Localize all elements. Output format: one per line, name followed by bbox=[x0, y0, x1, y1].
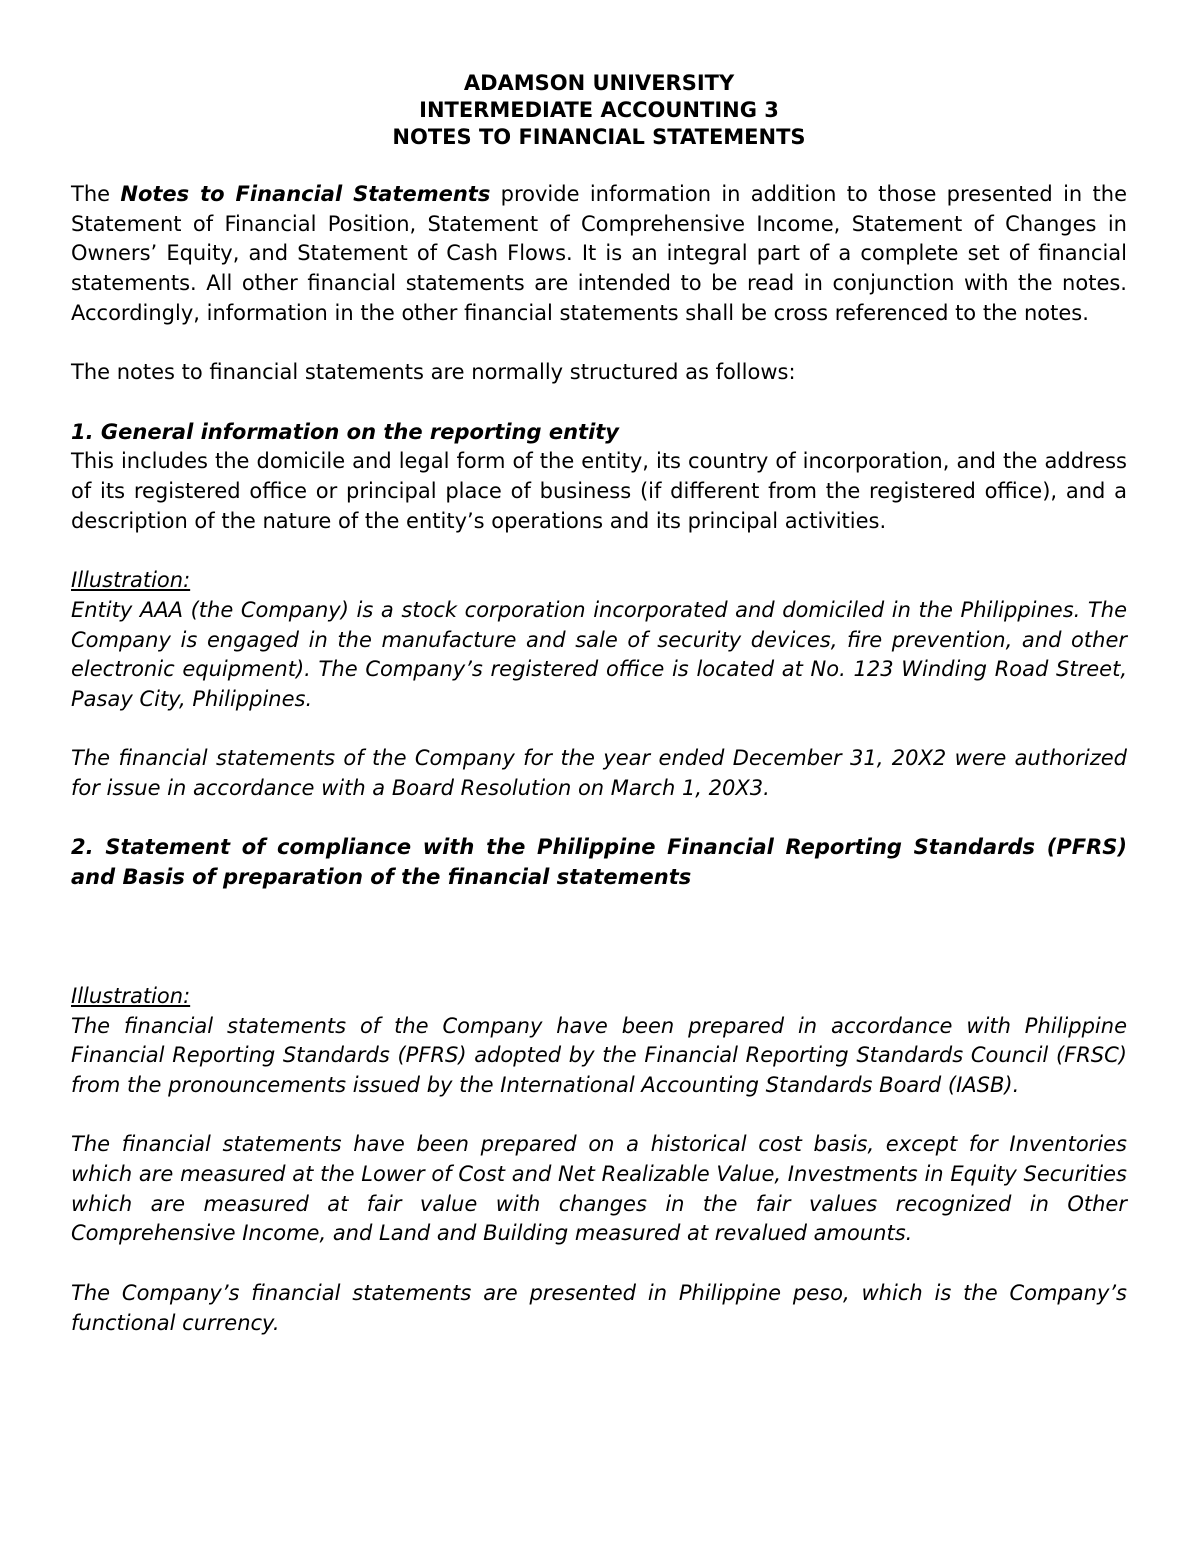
section-1-illustration-p1: Entity AAA (the Company) is a stock corporation incorporated and domiciled in the Philippines. The Company is engaged in the manufacture and sale of security devices, fire prevention, and other electronic equipment). The Company’s registered office is located at No. 123 Winding Road Street, Pasay City, Philippines. bbox=[71, 597, 1127, 711]
section-2-illustration-p2: The financial statements have been prepared on a historical cost basis, except for Inventories which are measured at the Lower of Cost and Net Realizable Value, Investments in Equity Securities which are measured at fair value with changes in the fair values recognized in Other Comprehensive Income, and Land and Building measured at revalued amounts. bbox=[71, 1132, 1127, 1246]
section-2-heading: 2. Statement of compliance with the Philippine Financial Reporting Standards (PFRS) and Basis of preparation of the financial statements bbox=[71, 835, 1127, 890]
structure-intro: The notes to financial statements are normally structured as follows: bbox=[71, 360, 796, 385]
section-1-illustration-p2: The financial statements of the Company for the year ended December 31, 20X2 were authorized for issue in accordance with a Board Resolution on March 1, 20X3. bbox=[71, 746, 1127, 800]
intro-paragraph: The Notes to Financial Statements provide information in addition to those presented in the Statement of Financial Position, Statement of Comprehensive Income, Statement of Changes in Owners’ Equity, and Statement of Cash Flows. It is an integral part of a complete set of financial statements. All other financial statements are intended to be read in conjunction with the notes. Accordingly, information in the other financial statements shall be cross referenced to the notes. bbox=[71, 182, 1127, 325]
section-1-illustration-label: Illustration: bbox=[71, 568, 191, 593]
course-title: INTERMEDIATE ACCOUNTING 3 bbox=[419, 98, 779, 122]
section-2-illustration-p3: The Company’s financial statements are presented in Philippine peso, which is the Company’s functional currency. bbox=[71, 1280, 1127, 1335]
document-title: NOTES TO FINANCIAL STATEMENTS bbox=[392, 125, 806, 149]
section-1-heading: 1. General information on the reporting entity bbox=[71, 419, 619, 444]
university-name: ADAMSON UNIVERSITY bbox=[463, 71, 735, 95]
document-header bbox=[71, 70, 1127, 151]
section-1-body: This includes the domicile and legal form of the entity, its country of incorporation, and the address of its registered office or principal place of business (if different from the registered office), and a description of the nature of the entity’s operations and its principal activities. bbox=[71, 449, 1127, 533]
section-2-illustration-p1: The financial statements of the Company have been prepared in accordance with Philippine Financial Reporting Standards (PFRS) adopted by the Financial Reporting Standards Council (FRSC) from the pronouncements issued by the International Accounting Standards Board (IASB). bbox=[71, 1013, 1127, 1097]
document-page bbox=[71, 70, 1127, 1338]
section-2-illustration-label: Illustration: bbox=[71, 983, 191, 1008]
notes-emphasis: Notes to Financial Statements bbox=[120, 182, 491, 206]
